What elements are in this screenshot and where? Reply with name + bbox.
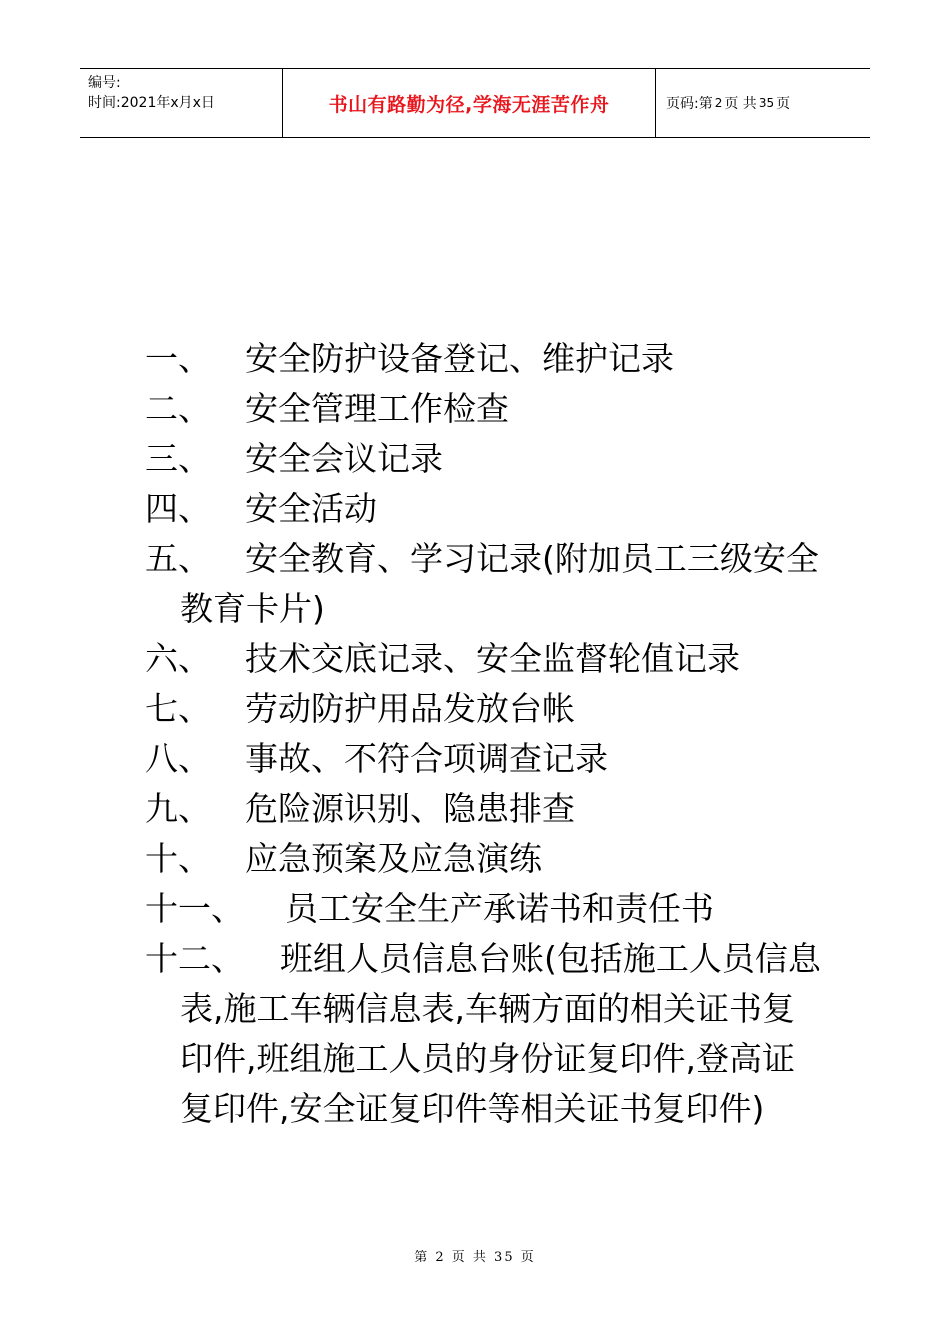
toc-item-text: 劳动防护用品发放台帐 bbox=[245, 689, 575, 728]
toc-item-text: 安全教育、学习记录(附加员工三级安全教育卡片) bbox=[180, 539, 819, 628]
table-of-contents bbox=[145, 334, 825, 1134]
toc-item-number: 三、 bbox=[145, 439, 211, 478]
toc-item-text: 员工安全生产承诺书和责任书 bbox=[285, 889, 714, 928]
toc-item bbox=[145, 534, 825, 634]
page-suffix: 页 bbox=[776, 96, 791, 112]
toc-item-number: 二、 bbox=[145, 389, 211, 428]
toc-item-text: 应急预案及应急演练 bbox=[245, 839, 542, 878]
toc-item bbox=[145, 634, 825, 684]
toc-item bbox=[145, 684, 825, 734]
toc-item bbox=[145, 484, 825, 534]
toc-item bbox=[145, 334, 825, 384]
toc-item-number: 四、 bbox=[145, 489, 211, 528]
toc-item-text: 安全管理工作检查 bbox=[245, 389, 509, 428]
toc-item bbox=[145, 384, 825, 434]
toc-item-text: 技术交底记录、安全监督轮值记录 bbox=[245, 639, 740, 678]
toc-item-text: 安全防护设备登记、维护记录 bbox=[245, 339, 674, 378]
toc-item-number: 十一、 bbox=[145, 889, 244, 928]
page-prefix: 页码:第 bbox=[666, 96, 713, 112]
toc-item bbox=[145, 734, 825, 784]
toc-item-text: 班组人员信息台账(包括施工人员信息表,施工车辆信息表,车辆方面的相关证书复印件,班组施工人员的身份证复印件,登高证复印件,安全证复印件等相关证书复印件) bbox=[180, 939, 821, 1128]
toc-item-number: 一、 bbox=[145, 339, 211, 378]
toc-item-number: 八、 bbox=[145, 739, 211, 778]
page-header bbox=[80, 68, 870, 138]
toc-item-number: 九、 bbox=[145, 789, 211, 828]
toc-item-number: 七、 bbox=[145, 689, 211, 728]
toc-item bbox=[145, 784, 825, 834]
code-label: 编号: bbox=[88, 75, 121, 91]
toc-item-number: 十二、 bbox=[145, 939, 244, 978]
toc-item-text: 安全活动 bbox=[245, 489, 377, 528]
page-number: 2 bbox=[714, 96, 723, 110]
toc-item bbox=[145, 934, 825, 1134]
page-mid: 页 共 bbox=[724, 96, 757, 112]
toc-item bbox=[145, 834, 825, 884]
toc-item bbox=[145, 884, 825, 934]
toc-item bbox=[145, 434, 825, 484]
time-label: 时间:2021年x月x日 bbox=[88, 95, 215, 111]
page-total: 35 bbox=[758, 96, 775, 110]
page-footer: 第 2 页 共 35 页 bbox=[414, 1250, 536, 1265]
toc-item-text: 危险源识别、隐患排查 bbox=[245, 789, 575, 828]
header-motto: 书山有路勤为径,学海无涯苦作舟 bbox=[282, 69, 656, 137]
toc-item-text: 事故、不符合项调查记录 bbox=[245, 739, 608, 778]
toc-item-number: 十、 bbox=[145, 839, 211, 878]
toc-item-number: 五、 bbox=[145, 539, 211, 578]
toc-item-text: 安全会议记录 bbox=[245, 439, 443, 478]
header-meta bbox=[80, 69, 282, 137]
toc-item-number: 六、 bbox=[145, 639, 211, 678]
header-page-info bbox=[656, 69, 870, 137]
